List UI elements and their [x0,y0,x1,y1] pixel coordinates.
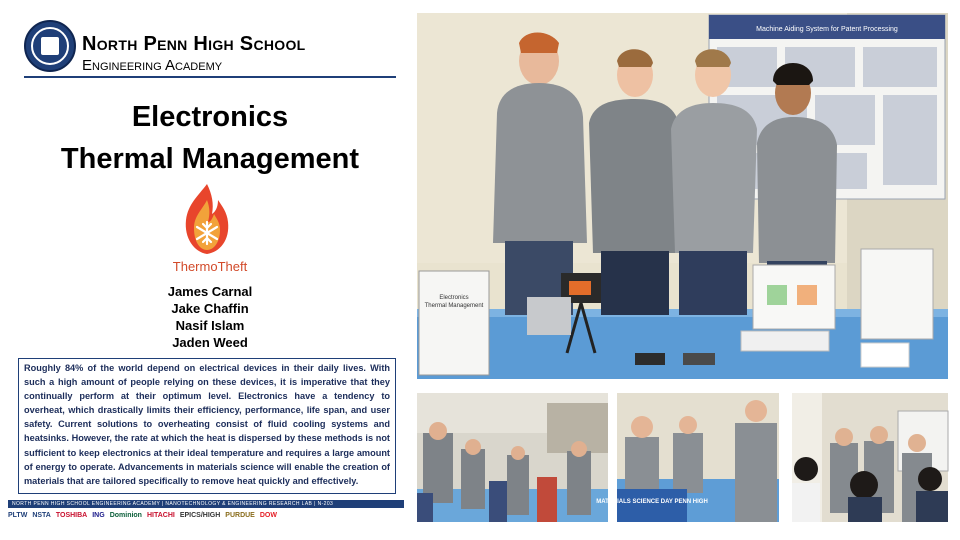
sponsor-logo: PLTW [8,511,28,519]
sponsor-logo: DOW [259,511,277,519]
title-line-2: Thermal Management [60,143,360,175]
team-photo [417,13,948,379]
team-logo-text: ThermoTheft [172,259,248,274]
svg-text:Thermal Management: Thermal Management [424,303,484,309]
event-photo-1 [417,393,608,522]
sponsor-logos [8,508,404,522]
school-name: North Penn High School [82,33,306,55]
sponsor-logo: PURDUE [225,511,255,519]
header-divider [24,76,396,78]
member-name: Nasif Islam [175,318,245,333]
abstract-text: Roughly 84% of the world depend on electrical devices in their daily lives. With such a high amount of people relying on these devices, it is imperative that they continually perform at their optimum level. Electronics have a tendency to overheat, which drastically limits their efficiency, performance, life span, and user safety. Current solutions to overheating consist of fluid cooling systems and heatsinks. However, the rate at which the heat is dispersed by these methods is not sufficient to keep electronics at their ideal temperature and requires a large amount of energy to operate. Advancements in materials science will enable the creation of materials that are tailored specifically to remove heat quickly and effectively. [18,358,396,494]
sponsor-logo: HITACHI [146,511,175,519]
member-name: Jaden Weed [172,335,248,350]
flame-snowflake-logo [180,182,234,256]
event-photo-3 [792,393,948,522]
event-sign-text: MATERIALS SCIENCE DAY PENN HIGH [596,499,708,505]
project-title [24,96,396,180]
event-photo-2 [596,393,779,522]
sponsor-logo: EPICS/HIGH [179,511,221,519]
sponsor-logo: ING [92,511,105,519]
sponsor-logo: Dominion [109,511,142,519]
member-name: Jake Chaffin [171,301,249,316]
academy-name: Engineering Academy [82,57,223,74]
wall-poster-title: Machine Aiding System for Patent Processing [756,26,898,33]
team-members [24,283,396,351]
sponsor-logo: NSTA [32,511,51,519]
footer-band: NORTH PENN HIGH SCHOOL ENGINEERING ACADEMY | NANOTECHNOLOGY & ENGINEERING RESEARCH LAB | N-203 [8,500,404,508]
member-name: James Carnal [167,284,253,299]
title-line-1: Electronics [131,101,289,133]
sponsor-logo: TOSHIBA [55,511,88,519]
svg-text:Electronics: Electronics [439,295,469,301]
school-seal-logo [24,20,76,72]
